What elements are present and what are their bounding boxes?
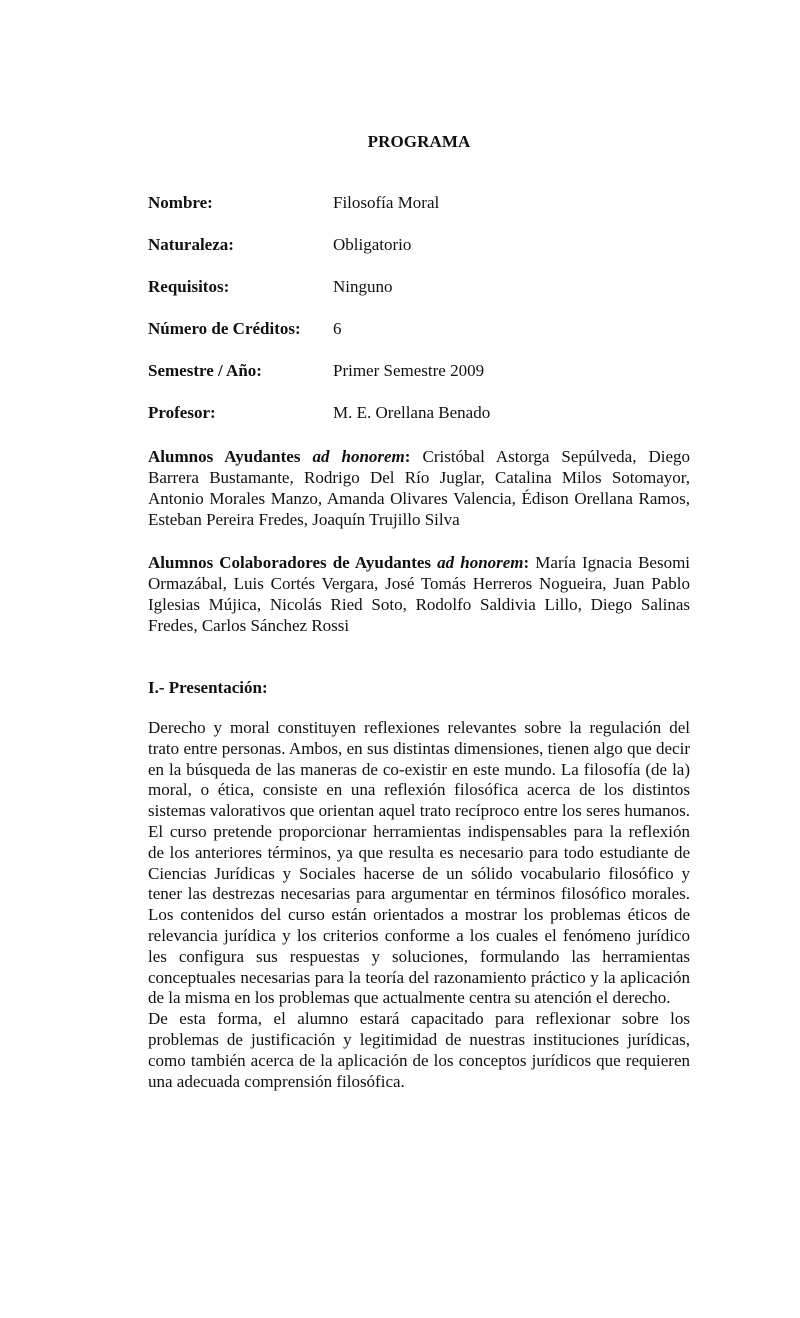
colaboradores-paragraph	[148, 552, 690, 636]
section-heading-presentacion: I.- Presentación:	[148, 678, 268, 697]
ayudantes-names: Cristóbal Astorga Sepúlveda, Diego Barrera Bustamante, Rodrigo Del Río Juglar, Catalina Milos Sotomayor, Antonio Morales Manzo, Amanda Olivares Valencia, Édison Orellana Ramos, Esteban Pereira Fredes, Joaquín Trujillo Silva	[148, 447, 691, 529]
ayudantes-ad-honorem: ad honorem	[312, 447, 405, 466]
colaboradores-colon: :	[523, 553, 530, 572]
field-label: Naturaleza:	[148, 235, 234, 254]
presentation-paragraph-2: De esta forma, el alumno estará capacitado para reflexionar sobre los problemas de justificación y legitimidad de nuestras instituciones jurídicas, como también acerca de la aplicación de los conceptos jurídicos que requieren una adecuada comprensión filosófica.	[148, 1009, 690, 1091]
field-label: Número de Créditos:	[148, 319, 301, 338]
field-value: M. E. Orellana Benado	[333, 403, 491, 422]
course-info-fields	[148, 192, 690, 444]
colaboradores-label: Alumnos Colaboradores de Ayudantes	[148, 553, 432, 572]
field-row-naturaleza	[148, 234, 690, 276]
ayudantes-label: Alumnos Ayudantes	[148, 447, 301, 466]
field-row-profesor	[148, 402, 690, 444]
colaboradores-ad-honorem: ad honorem	[437, 553, 524, 572]
presentation-body	[148, 718, 690, 1092]
ayudantes-colon: :	[404, 447, 411, 466]
ayudantes-paragraph	[148, 446, 690, 530]
field-row-semestre	[148, 360, 690, 402]
field-label: Nombre:	[148, 193, 213, 212]
field-label: Requisitos:	[148, 277, 230, 296]
field-row-creditos	[148, 318, 690, 360]
field-value: Filosofía Moral	[333, 193, 440, 212]
field-label: Semestre / Año:	[148, 361, 262, 380]
presentation-paragraph-1: Derecho y moral constituyen reflexiones relevantes sobre la regulación del trato entre personas. Ambos, en sus distintas dimensiones, tienen algo que decir en la búsqueda de las maneras de co-existir en este mundo. La filosofía (de la) moral, o ética, consiste en una reflexión filosófica acerca de los distintos sistemas valorativos que orientan aquel trato recíproco entre los seres humanos. El curso pretende proporcionar herramientas indispensables para la reflexión de los anteriores términos, ya que resulta es necesario para todo estudiante de Ciencias Jurídicas y Sociales hacerse de un sólido vocabulario filosófico y tener las destrezas necesarias para argumentar en términos filosófico morales. Los contenidos del curso están orientados a mostrar los problemas éticos de relevancia jurídica y los criterios conforme a los cuales el fenómeno jurídico les configura sus respuestas y soluciones, formulando las herramientas conceptuales necesarias para la teoría del razonamiento práctico y la aplicación de la misma en los problemas que actualmente centra su atención el derecho.	[148, 718, 690, 1008]
field-value: Obligatorio	[333, 235, 412, 254]
field-label: Profesor:	[148, 403, 216, 422]
field-row-nombre	[148, 192, 690, 234]
field-value: Primer Semestre 2009	[333, 361, 485, 380]
document-title: PROGRAMA	[367, 132, 471, 151]
field-value: Ninguno	[333, 277, 393, 296]
colaboradores-names: María Ignacia Besomi Ormazábal, Luis Cortés Vergara, José Tomás Herreros Nogueira, Juan Pablo Iglesias Mújica, Nicolás Ried Soto, Rodolfo Saldivia Lillo, Diego Salinas Fredes, Carlos Sánchez Rossi	[148, 553, 691, 635]
field-value: 6	[333, 319, 342, 338]
field-row-requisitos	[148, 276, 690, 318]
